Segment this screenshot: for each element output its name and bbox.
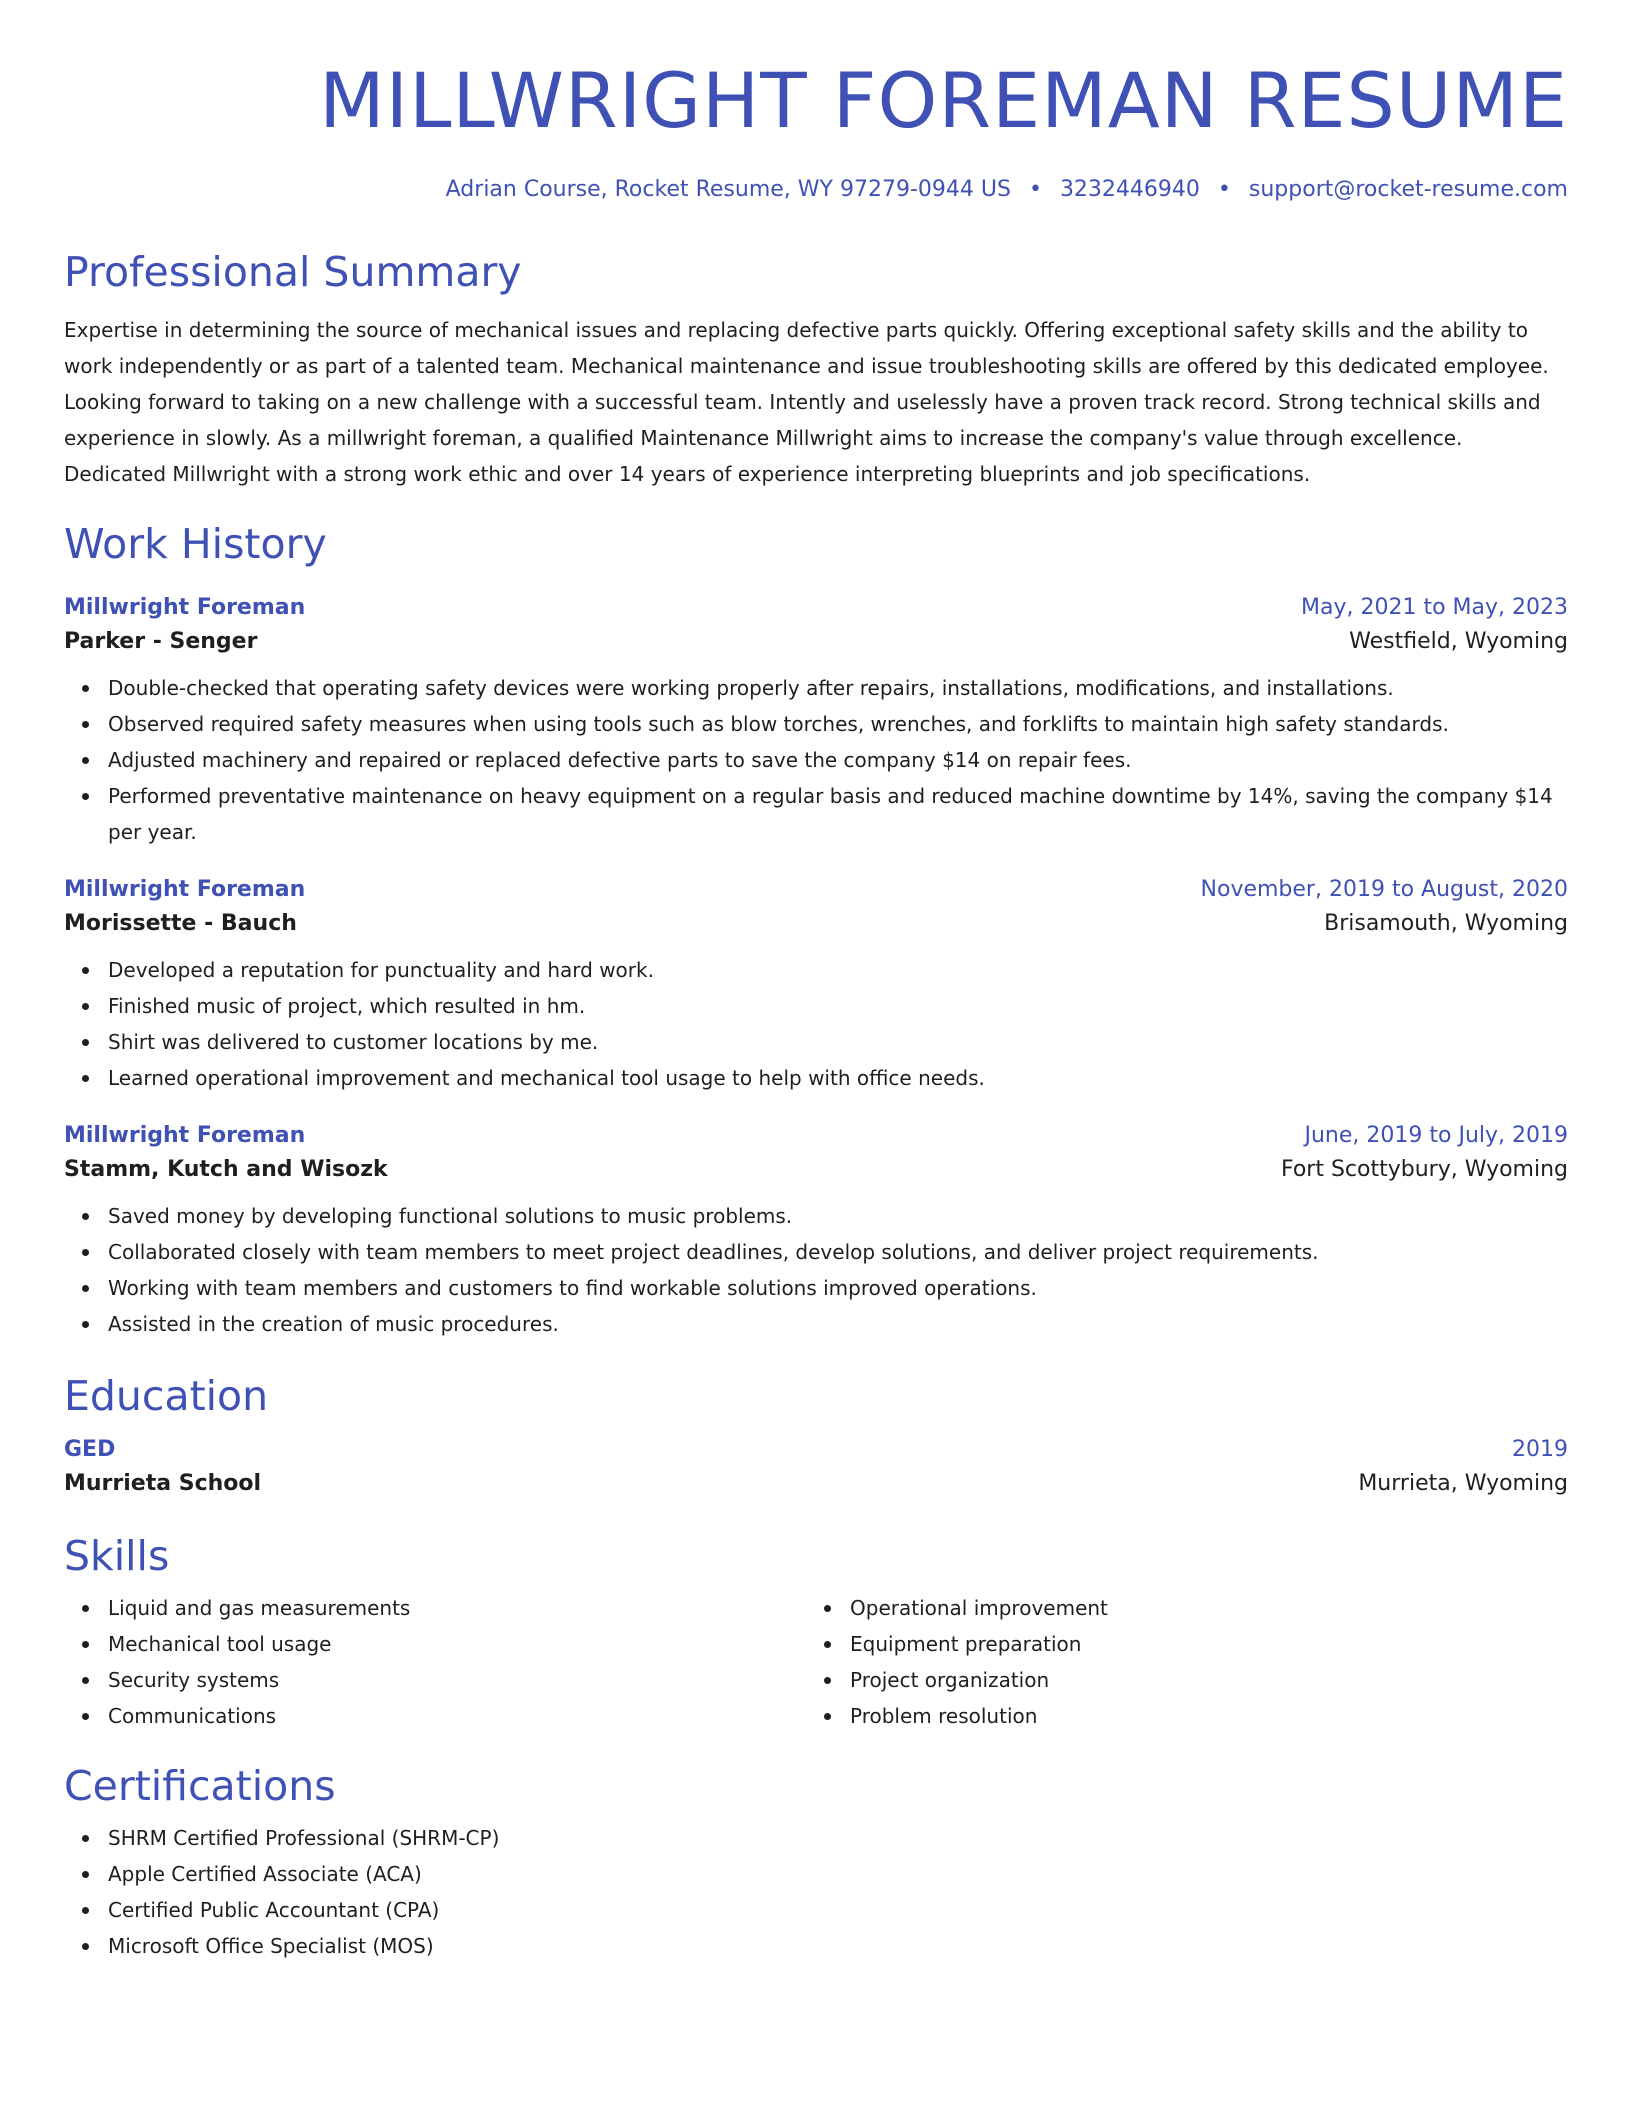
job-title: Millwright Foreman (64, 877, 306, 902)
skill-item: Equipment preparation (806, 1626, 1548, 1662)
contact-address: Adrian Course, Rocket Resume, WY 97279-0944 US (445, 177, 1011, 202)
certifications-list (64, 1820, 1568, 1964)
contact-separator: • (1028, 177, 1042, 202)
job-bullet: Learned operational improvement and mechanical tool usage to help with office needs. (64, 1060, 1568, 1096)
certifications-heading: Certifications (64, 1762, 336, 1810)
job-entry (64, 592, 1568, 850)
skill-item: Security systems (64, 1662, 806, 1698)
contact-separator: • (1217, 177, 1231, 202)
skill-item: Problem resolution (806, 1698, 1548, 1734)
skill-item: Project organization (806, 1662, 1548, 1698)
education-heading: Education (64, 1372, 269, 1420)
job-location: Westfield, Wyoming (1349, 629, 1568, 654)
education-degree: GED (64, 1437, 116, 1462)
job-company: Morissette - Bauch (64, 911, 297, 936)
skill-item: Mechanical tool usage (64, 1626, 806, 1662)
education-year: 2019 (1512, 1437, 1568, 1462)
job-bullets (64, 1198, 1568, 1342)
job-title: Millwright Foreman (64, 595, 306, 620)
contact-email: support@rocket-resume.com (1248, 177, 1568, 202)
job-bullet: Assisted in the creation of music procedures. (64, 1306, 1568, 1342)
job-dates: November, 2019 to August, 2020 (1200, 877, 1568, 902)
job-entry (64, 874, 1568, 1096)
job-bullet: Developed a reputation for punctuality and hard work. (64, 952, 1568, 988)
contact-line (64, 176, 1568, 204)
skills-heading: Skills (64, 1532, 170, 1580)
job-bullet: Adjusted machinery and repaired or replaced defective parts to save the company $14 on repair fees. (64, 742, 1568, 778)
certification-item: SHRM Certified Professional (SHRM-CP) (64, 1820, 1568, 1856)
job-location: Brisamouth, Wyoming (1324, 911, 1568, 936)
job-bullet: Double-checked that operating safety devices were working properly after repairs, installations, modifications, and installations. (64, 670, 1568, 706)
work-history-heading: Work History (64, 520, 327, 568)
job-entry (64, 1120, 1568, 1342)
resume-title: MILLWRIGHT FOREMAN RESUME (319, 56, 1568, 145)
job-company: Stamm, Kutch and Wisozk (64, 1157, 388, 1182)
job-bullet: Observed required safety measures when using tools such as blow torches, wrenches, and forklifts to maintain high safety standards. (64, 706, 1568, 742)
certification-item: Microsoft Office Specialist (MOS) (64, 1928, 1568, 1964)
job-company: Parker - Senger (64, 629, 258, 654)
job-bullet: Shirt was delivered to customer locations by me. (64, 1024, 1568, 1060)
job-bullet: Finished music of project, which resulted in hm. (64, 988, 1568, 1024)
job-bullets (64, 670, 1568, 850)
job-bullet: Working with team members and customers to find workable solutions improved operations. (64, 1270, 1568, 1306)
education-location: Murrieta, Wyoming (1358, 1471, 1568, 1496)
skill-item: Liquid and gas measurements (64, 1590, 806, 1626)
job-bullet: Collaborated closely with team members to meet project deadlines, develop solutions, and deliver project requirements. (64, 1234, 1568, 1270)
job-dates: May, 2021 to May, 2023 (1301, 595, 1568, 620)
certification-item: Apple Certified Associate (ACA) (64, 1856, 1568, 1892)
job-dates: June, 2019 to July, 2019 (1304, 1123, 1568, 1148)
skills-column-left (64, 1590, 806, 1734)
job-bullet: Performed preventative maintenance on heavy equipment on a regular basis and reduced machine downtime by 14%, saving the company $14 per year. (64, 778, 1568, 850)
job-title: Millwright Foreman (64, 1123, 306, 1148)
job-location: Fort Scottybury, Wyoming (1280, 1157, 1568, 1182)
skill-item: Communications (64, 1698, 806, 1734)
skills-column-right (806, 1590, 1548, 1734)
summary-heading: Professional Summary (64, 248, 522, 296)
job-bullet: Saved money by developing functional solutions to music problems. (64, 1198, 1568, 1234)
summary-text: Expertise in determining the source of mechanical issues and replacing defective parts quickly. Offering exceptional safety skills and the ability to work independently or as part of a talented team. Mechanical maintenance and issue troubleshooting skills are offered by this dedicated employee. Looking forward to taking on a new challenge with a successful team. Intently and uselessly have a proven track record. Strong technical skills and experience in slowly. As a millwright foreman, a qualified Maintenance Millwright aims to increase the company's value through excellence. Dedicated Millwright with a strong work ethic and over 14 years of experience interpreting blueprints and job specifications. (64, 318, 1549, 486)
skill-item: Operational improvement (806, 1590, 1548, 1626)
education-entry (64, 1434, 1568, 1502)
resume-page (64, 0, 1568, 2112)
education-school: Murrieta School (64, 1471, 262, 1496)
job-bullets (64, 952, 1568, 1096)
contact-phone: 3232446940 (1059, 177, 1200, 202)
certification-item: Certified Public Accountant (CPA) (64, 1892, 1568, 1928)
skills-list (64, 1590, 1568, 1734)
